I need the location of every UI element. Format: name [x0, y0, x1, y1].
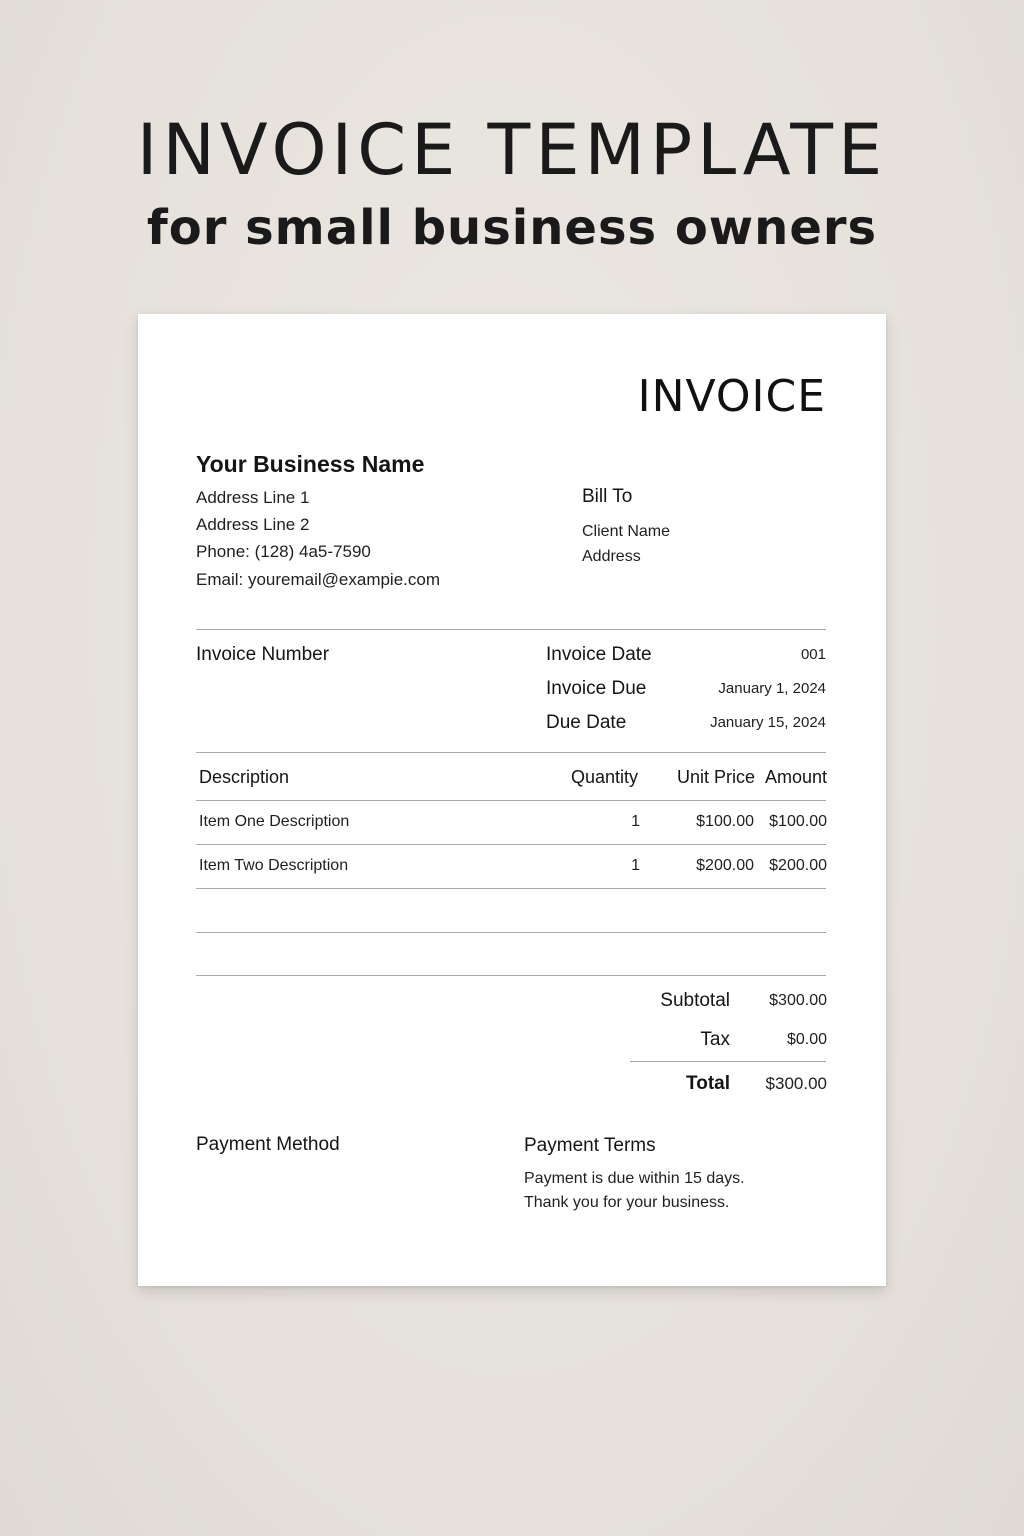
invoice-due-label: Invoice Due [546, 678, 647, 699]
business-email: Email: youremail@exampie.com [196, 570, 441, 589]
row-1-quantity: 1 [631, 813, 640, 830]
invoice-number-label: Invoice Number [196, 644, 330, 665]
payment-terms-line-2: Thank you for your business. [524, 1194, 730, 1211]
invoice-sheet [138, 314, 886, 1286]
column-header-unit-price: Unit Price [676, 767, 755, 787]
banner-subtitle: for small business owners [146, 200, 878, 256]
row-1-unit-price: $100.00 [696, 813, 754, 830]
divider [196, 844, 826, 845]
divider [196, 629, 826, 630]
invoice-date-value: 001 [800, 646, 826, 663]
business-address-line-1: Address Line 1 [196, 488, 310, 507]
row-2-unit-price: $200.00 [696, 857, 754, 874]
subtotal-value: $300.00 [769, 992, 827, 1009]
business-phone: Phone: (128) 4a5-7590 [196, 542, 371, 561]
invoice-heading: INVOICE [637, 371, 826, 422]
payment-method-label: Payment Method [196, 1134, 340, 1155]
row-2-description: Item Two Description [199, 857, 349, 874]
total-value: $300.00 [765, 1074, 827, 1093]
divider [196, 888, 826, 889]
divider [196, 975, 826, 976]
due-date-label: Due Date [546, 712, 627, 733]
column-header-amount: Amount [764, 767, 827, 787]
total-label: Total [686, 1073, 730, 1094]
bill-to-title: Bill To [582, 486, 633, 507]
tax-value: $0.00 [786, 1031, 827, 1048]
column-header-description: Description [199, 767, 290, 787]
divider [196, 800, 826, 801]
invoice-due-value: January 1, 2024 [718, 680, 826, 697]
due-date-value: January 15, 2024 [710, 714, 826, 731]
payment-terms-label: Payment Terms [524, 1135, 656, 1156]
client-address: Address [582, 548, 641, 565]
business-name: Your Business Name [196, 451, 425, 477]
row-1-description: Item One Description [199, 813, 350, 830]
client-name: Client Name [582, 523, 671, 540]
divider [196, 752, 826, 753]
tax-label: Tax [700, 1029, 730, 1050]
totals-divider [630, 1061, 826, 1062]
payment-terms-line-1: Payment is due within 15 days. [524, 1170, 745, 1187]
banner-title: INVOICE TEMPLATE [136, 109, 888, 191]
column-header-quantity: Quantity [570, 767, 638, 787]
subtotal-label: Subtotal [660, 990, 730, 1011]
row-1-amount: $100.00 [769, 813, 827, 830]
row-2-amount: $200.00 [769, 857, 827, 874]
row-2-quantity: 1 [631, 857, 640, 874]
divider [196, 932, 826, 933]
business-address-line-2: Address Line 2 [196, 515, 310, 534]
invoice-date-label: Invoice Date [546, 644, 652, 665]
